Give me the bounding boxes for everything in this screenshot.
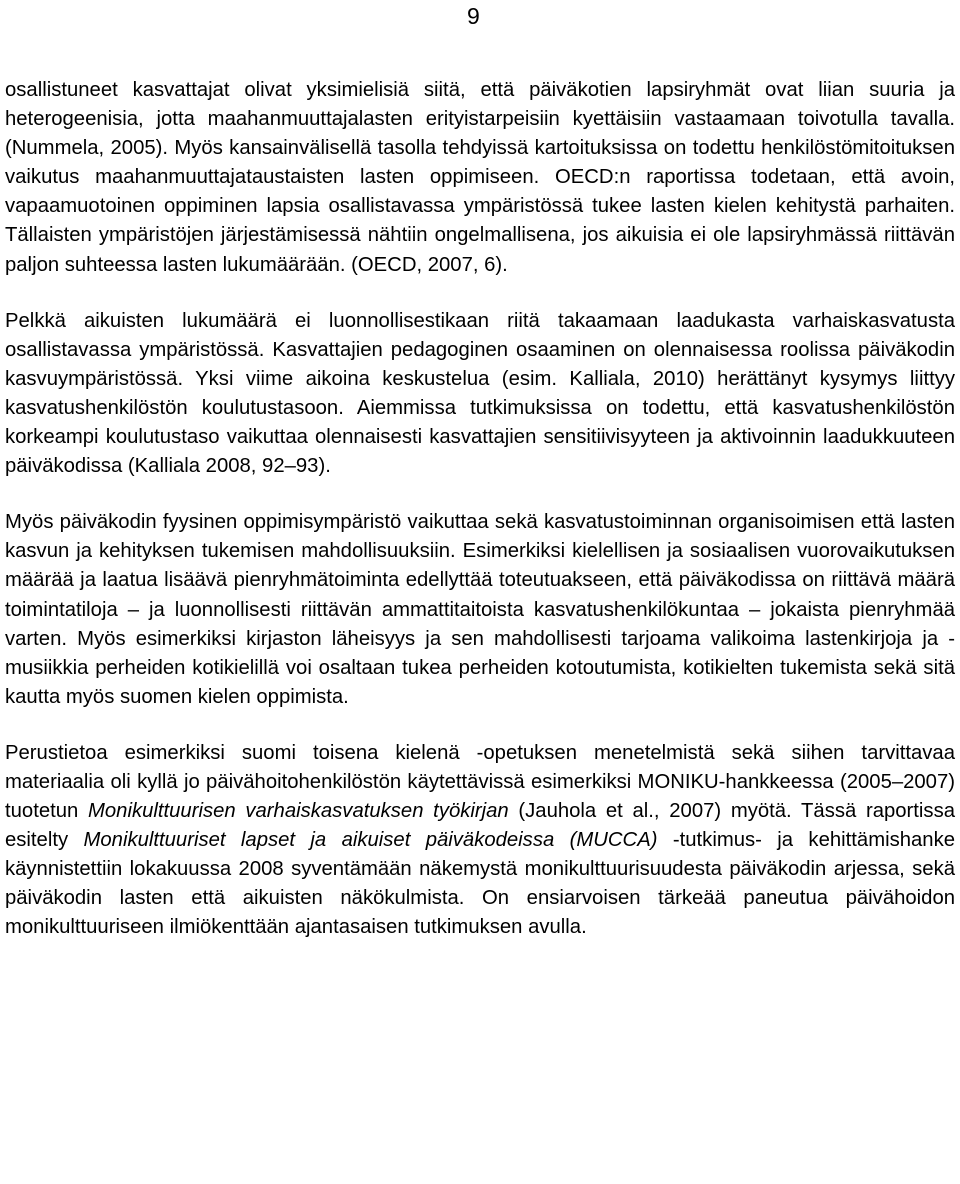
paragraph-text: (Jauhola et al., 2007) myötä. Tässä raportissa esitelty — [5, 800, 955, 852]
book-title-italic: Monikulttuurisen varhaiskasvatuksen työkirjan — [88, 800, 509, 823]
paragraph-text: Perustietoa esimerkiksi suomi toisena kielenä -opetuksen menetelmistä sekä siihen tarvittavaa materiaalia oli kyllä jo päivähoitohenkilöstön käytettävissä esimerkiksi MONIKU-hankkeessa (2005–2007) tuotetun — [5, 741, 955, 823]
document-body — [5, 76, 955, 970]
paragraph-text: -tutkimus- ja kehittämishanke käynnistettiin lokakuussa 2008 syventämään näkemystä monikulttuurisuudesta päiväkodin arjessa, sekä päiväkodin lasten että aikuisten näkökulmista. On ensiarvoisen tärkeää paneutua päivähoidon monikulttuuriseen ilmiökenttään ajantasaisen tutkimuksen avulla. — [5, 829, 955, 939]
paragraph-text: Myös päiväkodin fyysinen oppimisympäristö vaikuttaa sekä kasvatustoiminnan organisoimisen että lasten kasvun ja kehityksen tukemisen mahdollisuuksiin. Esimerkiksi kielellisen ja sosiaalisen vuorovaikutuksen määrää ja laatua lisäävä pienryhmätoiminta edellyttää toteutuakseen, että päiväkodissa on riittävä määrä toimintatiloja – ja luonnollisesti riittävän ammattitaitoista kasvatushenkilökuntaa – jokaista pienryhmää varten. Myös esimerkiksi kirjaston läheisyys ja sen mahdollisesti tarjoama valikoima lastenkirjoja ja -musiikkia perheiden kotikielillä voi osaltaan tukea perheiden kotoutumista, kotikielten tukemista sekä sitä kautta myös suomen kielen oppimista. — [5, 511, 955, 708]
paragraph-1 — [5, 76, 955, 280]
paragraph-2 — [5, 307, 955, 482]
paragraph-3 — [5, 508, 955, 712]
page-number: 9 — [467, 3, 480, 29]
paragraph-4 — [5, 739, 955, 943]
paragraph-text: Pelkkä aikuisten lukumäärä ei luonnollisestikaan riitä takaamaan laadukasta varhaiskasvatusta osallistavassa ympäristössä. Kasvattajien pedagoginen osaaminen on olennaisessa roolissa päiväkodin kasvuympäristössä. Yksi viime aikoina keskustelua (esim. Kalliala, 2010) herättänyt kysymys liittyy kasvatushenkilöstön koulutustasoon. Aiemmissa tutkimuksissa on todettu, että kasvatushenkilöstön korkeampi koulutustaso vaikuttaa olennaisesti kasvattajien sensitiivisyyteen ja aktivoinnin laadukkuuteen päiväkodissa (Kalliala 2008, 92–93). — [5, 309, 955, 478]
paragraph-text: osallistuneet kasvattajat olivat yksimielisiä siitä, että päiväkotien lapsiryhmät ovat liian suuria ja heterogeenisia, jotta maahanmuuttajalasten erityistarpeisiin kyettäisiin vastaamaan toivotulla tavalla. (Nummela, 2005). Myös kansainvälisellä tasolla tehdyissä kartoituksissa on todettu henkilöstömitoituksen vaikutus maahanmuuttajataustaisten lasten oppimiseen. OECD:n raportissa todetaan, että avoin, vapaamuotoinen oppiminen lapsia osallistavassa ympäristössä tukee lasten kielen kehitystä parhaiten. Tällaisten ympäristöjen järjestämisessä nähtiin ongelmallisena, jos aikuisia ei ole lapsiryhmässä riittävän paljon suhteessa lasten lukumäärään. (OECD, 2007, 6). — [5, 79, 955, 276]
project-title-italic: Monikulttuuriset lapset ja aikuiset päiväkodeissa (MUCCA) — [83, 829, 658, 852]
